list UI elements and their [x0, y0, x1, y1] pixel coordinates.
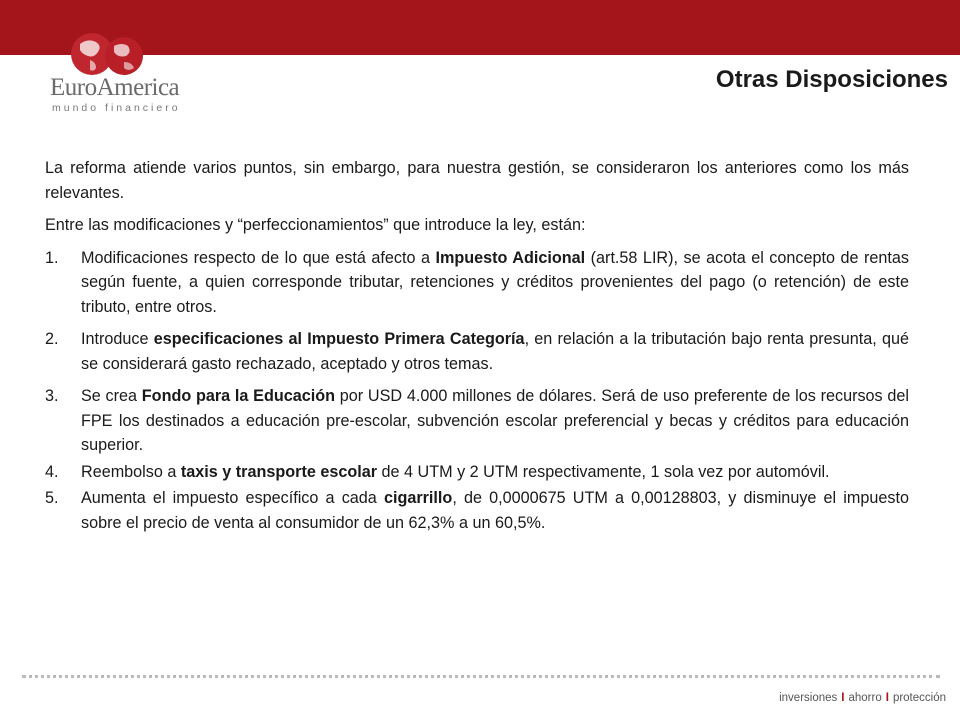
lead-paragraph: Entre las modificaciones y “perfeccionamientos” que introduce la ley, están: — [45, 216, 586, 234]
item-highlight: especificaciones al Impuesto Primera Categoría — [153, 330, 525, 348]
item-text: Introduce especificaciones al Impuesto Primera Categoría, en relación a la tributación bajo renta presunta, qué se considerará gasto rechazado, aceptado y otros temas. — [81, 330, 909, 373]
item-highlight: taxis y transporte escolar — [180, 462, 378, 481]
item-number: 3. — [45, 387, 59, 405]
item-text: Reembolso a taxis y transporte escolar de 4 UTM y 2 UTM respectivamente, 1 sola vez por automóvil. — [81, 462, 830, 481]
footer-word-proteccion: protección — [892, 692, 946, 704]
brand-name: EuroAmerica — [50, 74, 180, 101]
footer-word-inversiones: inversiones — [779, 692, 838, 704]
footer-tagline — [779, 692, 946, 704]
item-highlight: cigarrillo — [383, 489, 453, 507]
slide-body — [45, 156, 909, 543]
item-number: 5. — [45, 489, 59, 507]
footer-separator: I — [885, 692, 889, 704]
list-item — [45, 246, 909, 320]
item-highlight: Impuesto Adicional — [435, 248, 586, 267]
footer-word-ahorro: ahorro — [848, 692, 882, 704]
euroamerica-logo — [48, 30, 181, 114]
item-number: 2. — [45, 330, 59, 348]
page-title: Otras Disposiciones — [715, 66, 948, 93]
item-text: Aumenta el impuesto específico a cada cigarrillo, de 0,0000675 UTM a 0,00128803, y disminuye el impuesto sobre el precio de venta al consumidor de un 62,3% a un 60,5%. — [81, 489, 909, 532]
item-highlight: Fondo para la Educación — [141, 387, 336, 405]
list-item — [45, 460, 909, 485]
list-item — [45, 486, 909, 535]
item-number: 4. — [45, 462, 59, 481]
footer-separator: I — [841, 692, 845, 704]
footer-divider — [22, 675, 940, 678]
list-item — [45, 384, 909, 458]
provisions-list — [45, 246, 909, 536]
brand-tagline: mundo financiero — [52, 102, 181, 114]
intro-paragraph: La reforma atiende varios puntos, sin embargo, para nuestra gestión, se consideraron los anteriores como los más relevantes. — [45, 159, 909, 202]
item-text: Modificaciones respecto de lo que está afecto a Impuesto Adicional (art.58 LIR), se acota el concepto de rentas según fuente, a quien corresponde tributar, retenciones y créditos provenientes del pago (o retención) de este tributo, entre otros. — [81, 248, 909, 316]
list-item — [45, 327, 909, 376]
item-number: 1. — [45, 248, 59, 267]
globe-logo-icon — [68, 30, 152, 78]
item-text: Se crea Fondo para la Educación por USD 4.000 millones de dólares. Será de uso preferente de los recursos del FPE los destinados a educación pre-escolar, subvención escolar preferencial y becas y créditos para educación superior. — [81, 387, 909, 454]
